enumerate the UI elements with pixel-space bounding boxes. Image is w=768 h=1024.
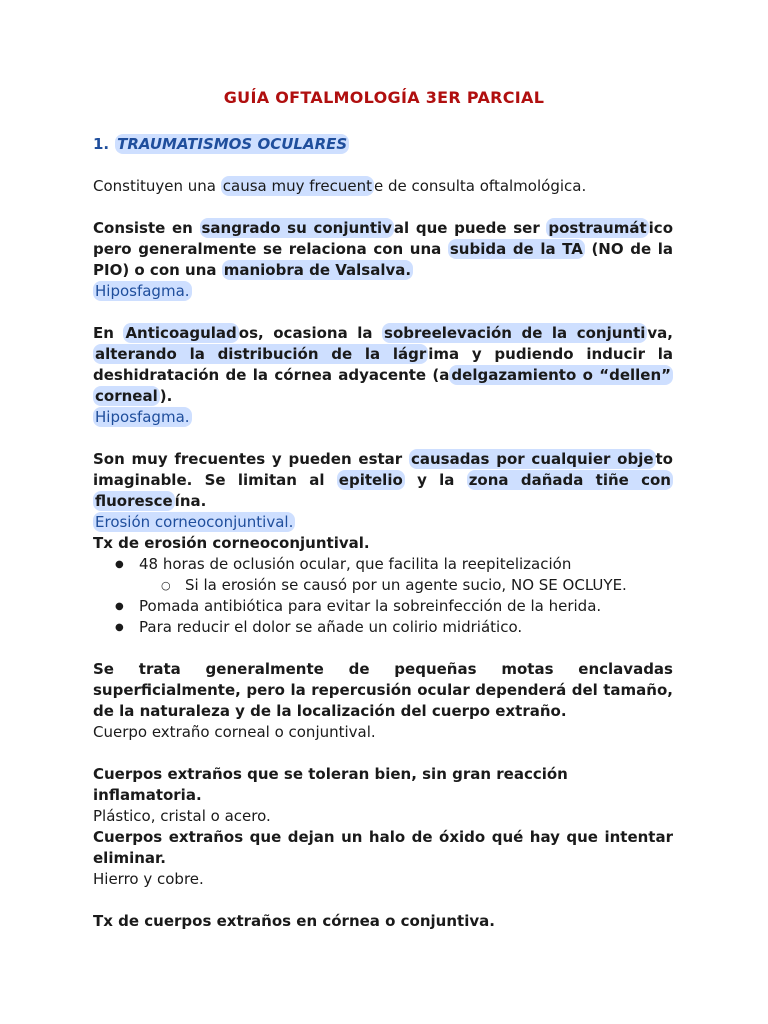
text-run: En xyxy=(93,324,124,342)
highlight: epitelio xyxy=(338,471,403,489)
section-heading xyxy=(93,134,673,155)
highlight: causadas por cualquier obje xyxy=(410,450,654,468)
section-title: TRAUMATISMOS OCULARES xyxy=(117,135,348,153)
text-run: (NO de la PIO) o con una xyxy=(93,240,673,279)
highlight: causa muy frecuent xyxy=(222,177,372,195)
text-run: to imaginable. Se limitan al xyxy=(93,450,673,489)
text-run: Constituyen una xyxy=(93,177,221,195)
highlight: Anticoagulad xyxy=(125,324,237,342)
highlight: sangrado su conjuntiv xyxy=(201,219,392,237)
diagnosis-line xyxy=(93,281,673,302)
paragraph-3-bold xyxy=(93,323,673,407)
paragraph-3 xyxy=(93,323,673,428)
text-run: al que puede ser xyxy=(393,219,547,237)
diagnosis-line xyxy=(93,512,673,533)
list-item: ● Pomada antibiótica para evitar la sobreinfección de la herida. xyxy=(93,596,673,617)
paragraph-4 xyxy=(93,449,673,533)
paragraph-6-bold: Cuerpos extraños que se toleran bien, sin gran reacción inflamatoria. xyxy=(93,765,568,804)
highlight: sobreelevación de la conjunti xyxy=(384,324,646,342)
paragraph-7 xyxy=(93,827,673,890)
paragraph-5-bold: Se trata generalmente de pequeñas motas enclavadas superficialmente, pero la repercusión ocular dependerá del tamaño, de la naturaleza y de la localización del cuerpo extraño. xyxy=(93,660,673,720)
highlight: zona dañada tiñe con fluoresce xyxy=(95,471,671,510)
treatment-list-cont xyxy=(93,596,673,638)
paragraph-2 xyxy=(93,218,673,302)
highlight: postraumát xyxy=(548,219,647,237)
text-run: ). xyxy=(159,387,173,405)
highlight: Hiposfagma. xyxy=(95,282,190,300)
paragraph-8 xyxy=(93,911,673,932)
highlight: alterando la distribución de la lágr xyxy=(95,345,427,363)
text-run: va, xyxy=(647,324,673,342)
highlight: Hiposfagma. xyxy=(95,408,190,426)
text-run: Consiste en xyxy=(93,219,200,237)
highlight: maniobra de Valsalva. xyxy=(223,261,412,279)
list-item: ● Para reducir el dolor se añade un colirio midriático. xyxy=(93,617,673,638)
highlight: subida de la TA xyxy=(449,240,583,258)
text-run: os, ocasiona la xyxy=(238,324,383,342)
paragraph-7-text: Hierro y cobre. xyxy=(93,870,204,888)
paragraph-4-bold xyxy=(93,449,673,512)
text-run: ína. xyxy=(174,492,207,510)
paragraph-6 xyxy=(93,764,673,827)
highlight: delgazamiento o “dellen” corneal xyxy=(95,366,671,405)
text-run: e de consulta oftalmológica. xyxy=(373,177,587,195)
paragraph-7-bold: Cuerpos extraños que dejan un halo de óxido qué hay que intentar eliminar. xyxy=(93,828,673,867)
document-title: GUÍA OFTALMOLOGÍA 3ER PARCIAL xyxy=(223,88,545,107)
paragraph-1 xyxy=(93,176,673,197)
text-run: ima y pudiendo inducir la deshidratación de la córnea adyacente (a xyxy=(93,345,673,384)
list-subitem: ○ Si la erosión se causó por un agente sucio, NO SE OCLUYE. xyxy=(93,575,673,596)
treatment-heading: Tx de erosión corneoconjuntival. xyxy=(93,534,370,552)
paragraph-8-bold: Tx de cuerpos extraños en córnea o conjuntiva. xyxy=(93,912,495,930)
text-run: Son muy frecuentes y pueden estar xyxy=(93,450,409,468)
text-run: y la xyxy=(404,471,467,489)
treatment-sublist xyxy=(93,575,673,596)
diagnosis-line xyxy=(93,407,673,428)
section-number: 1. xyxy=(93,135,110,153)
text-run: ico pero generalmente se relaciona con una xyxy=(93,219,673,258)
list-item: ● 48 horas de oclusión ocular, que facilita la reepitelización xyxy=(93,554,673,575)
paragraph-5-text: Cuerpo extraño corneal o conjuntival. xyxy=(93,723,376,741)
paragraph-5 xyxy=(93,659,673,743)
paragraph-2-bold xyxy=(93,218,673,281)
paragraph-6-text: Plástico, cristal o acero. xyxy=(93,807,271,825)
treatment-erosion xyxy=(93,533,673,638)
treatment-list xyxy=(93,554,673,575)
highlight: Erosión corneoconjuntival. xyxy=(95,513,294,531)
